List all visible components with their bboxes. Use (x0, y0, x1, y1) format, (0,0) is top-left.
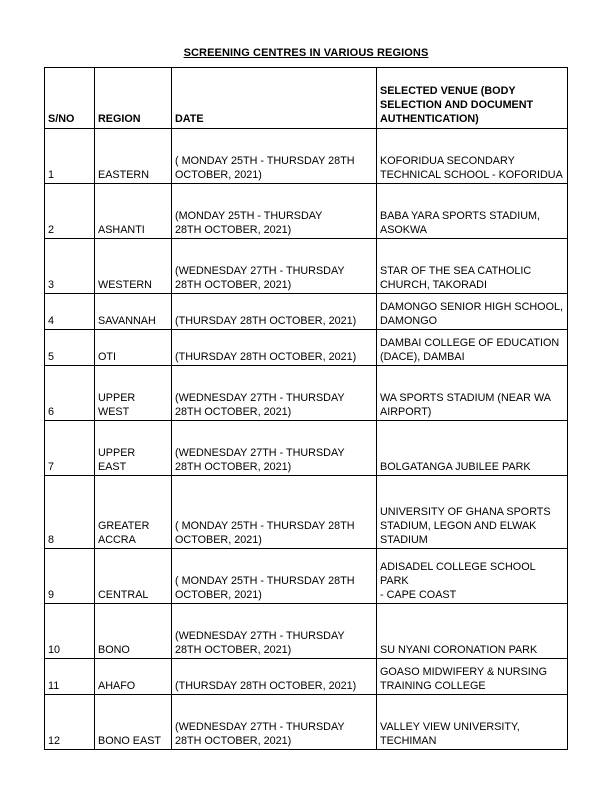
cell-region: BONO EAST (95, 695, 172, 750)
cell-region: CENTRAL (95, 549, 172, 604)
table-row (45, 659, 568, 695)
cell-date: ( MONDAY 25TH - THURSDAY 28TH OCTOBER, 2021) (172, 549, 377, 604)
cell-date: (THURSDAY 28TH OCTOBER, 2021) (172, 659, 377, 695)
cell-region: UPPER EAST (95, 421, 172, 476)
cell-sno: 9 (45, 549, 95, 604)
cell-sno: 6 (45, 366, 95, 421)
cell-venue: UNIVERSITY OF GHANA SPORTS STADIUM, LEGON AND ELWAK STADIUM (377, 476, 568, 549)
cell-date: ( MONDAY 25TH - THURSDAY 28TH OCTOBER, 2021) (172, 476, 377, 549)
cell-date: (WEDNESDAY 27TH - THURSDAY 28TH OCTOBER, 2021) (172, 366, 377, 421)
cell-date: (WEDNESDAY 27TH - THURSDAY 28TH OCTOBER, 2021) (172, 239, 377, 294)
header-region: REGION (95, 68, 172, 129)
cell-venue: GOASO MIDWIFERY & NURSING TRAINING COLLEGE (377, 659, 568, 695)
cell-venue: DAMONGO SENIOR HIGH SCHOOL, DAMONGO (377, 294, 568, 330)
table-row (45, 421, 568, 476)
cell-region: EASTERN (95, 129, 172, 184)
cell-venue: VALLEY VIEW UNIVERSITY, TECHIMAN (377, 695, 568, 750)
cell-date: (WEDNESDAY 27TH - THURSDAY 28TH OCTOBER, 2021) (172, 421, 377, 476)
page-title-text: SCREENING CENTRES IN VARIOUS REGIONS (183, 47, 429, 59)
cell-sno: 1 (45, 129, 95, 184)
cell-region: ASHANTI (95, 184, 172, 239)
cell-date: (THURSDAY 28TH OCTOBER, 2021) (172, 330, 377, 366)
cell-venue: STAR OF THE SEA CATHOLIC CHURCH, TAKORADI (377, 239, 568, 294)
cell-sno: 11 (45, 659, 95, 695)
table-row (45, 129, 568, 184)
header-date: DATE (172, 68, 377, 129)
page-title (0, 47, 612, 59)
cell-venue: KOFORIDUA SECONDARY TECHNICAL SCHOOL - KOFORIDUA (377, 129, 568, 184)
cell-region: AHAFO (95, 659, 172, 695)
cell-venue: BABA YARA SPORTS STADIUM, ASOKWA (377, 184, 568, 239)
cell-sno: 2 (45, 184, 95, 239)
cell-venue: WA SPORTS STADIUM (NEAR WA AIRPORT) (377, 366, 568, 421)
cell-region: WESTERN (95, 239, 172, 294)
cell-venue: BOLGATANGA JUBILEE PARK (377, 421, 568, 476)
cell-sno: 10 (45, 604, 95, 659)
header-sno: S/NO (45, 68, 95, 129)
table-row (45, 184, 568, 239)
cell-region: BONO (95, 604, 172, 659)
table-row (45, 549, 568, 604)
cell-venue: DAMBAI COLLEGE OF EDUCATION (DACE), DAMBAI (377, 330, 568, 366)
cell-date: (MONDAY 25TH - THURSDAY 28TH OCTOBER, 2021) (172, 184, 377, 239)
table-row (45, 330, 568, 366)
cell-region: SAVANNAH (95, 294, 172, 330)
cell-venue: ADISADEL COLLEGE SCHOOL PARK - CAPE COAST (377, 549, 568, 604)
cell-sno: 12 (45, 695, 95, 750)
cell-sno: 4 (45, 294, 95, 330)
cell-date: (THURSDAY 28TH OCTOBER, 2021) (172, 294, 377, 330)
screening-centres-table (44, 67, 568, 750)
table-row (45, 366, 568, 421)
cell-sno: 8 (45, 476, 95, 549)
table-row (45, 604, 568, 659)
table-row (45, 476, 568, 549)
table-row (45, 294, 568, 330)
table-row (45, 239, 568, 294)
cell-sno: 5 (45, 330, 95, 366)
table-header-row (45, 68, 568, 129)
cell-date: ( MONDAY 25TH - THURSDAY 28TH OCTOBER, 2021) (172, 129, 377, 184)
cell-date: (WEDNESDAY 27TH - THURSDAY 28TH OCTOBER, 2021) (172, 604, 377, 659)
cell-date: (WEDNESDAY 27TH - THURSDAY 28TH OCTOBER, 2021) (172, 695, 377, 750)
cell-sno: 7 (45, 421, 95, 476)
table-row (45, 695, 568, 750)
header-venue: SELECTED VENUE (BODY SELECTION AND DOCUMENT AUTHENTICATION) (377, 68, 568, 129)
cell-venue: SU NYANI CORONATION PARK (377, 604, 568, 659)
cell-region: OTI (95, 330, 172, 366)
cell-region: UPPER WEST (95, 366, 172, 421)
cell-region: GREATER ACCRA (95, 476, 172, 549)
cell-sno: 3 (45, 239, 95, 294)
